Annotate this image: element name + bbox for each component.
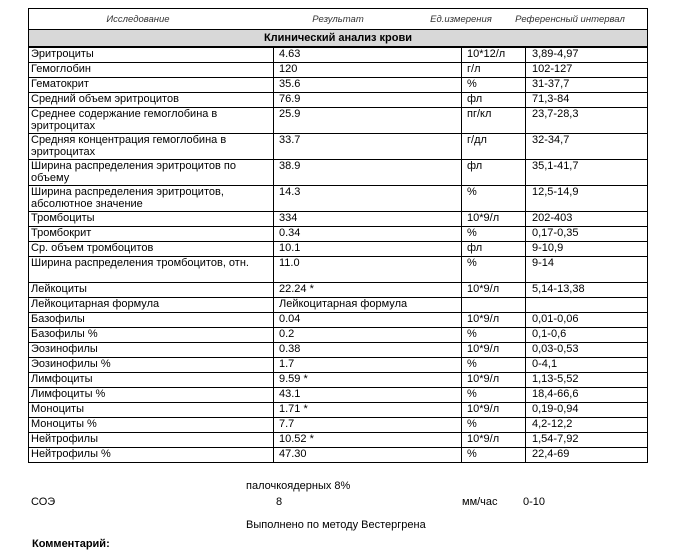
test-ref: 4,2-12,2 <box>526 418 648 433</box>
test-unit: % <box>462 227 526 242</box>
test-ref: 202-403 <box>526 212 648 227</box>
test-name: Ширина распределения эритроцитов по объему <box>29 160 274 186</box>
test-unit: % <box>462 328 526 343</box>
test-ref: 18,4-66,6 <box>526 388 648 403</box>
test-unit: % <box>462 388 526 403</box>
test-ref: 32-34,7 <box>526 134 648 160</box>
test-unit: фл <box>462 160 526 186</box>
test-ref: 102-127 <box>526 63 648 78</box>
test-result: 38.9 <box>274 160 462 186</box>
test-name: Ср. объем тромбоцитов <box>29 242 274 257</box>
table-row <box>29 388 647 403</box>
test-ref: 12,5-14,9 <box>526 186 648 212</box>
table-row <box>29 403 647 418</box>
table-row <box>29 328 647 343</box>
test-name: Лейкоцитарная формула <box>29 298 274 313</box>
test-result: 120 <box>274 63 462 78</box>
test-ref: 1,13-5,52 <box>526 373 648 388</box>
table-row <box>29 257 647 283</box>
soe-ref: 0-10 <box>523 496 546 508</box>
test-unit: % <box>462 257 526 283</box>
test-result: 1.71 * <box>274 403 462 418</box>
test-result: 0.38 <box>274 343 462 358</box>
test-name: Ширина распределения эритроцитов, абсолютное значение <box>29 186 274 212</box>
test-unit: 10*9/л <box>462 283 526 298</box>
test-name: Среднее содержание гемоглобина в эритроцитах <box>29 108 274 134</box>
test-name: Нейтрофилы % <box>29 448 274 463</box>
test-result: 22.24 * <box>274 283 462 298</box>
test-unit: фл <box>462 242 526 257</box>
test-unit: пг/кл <box>462 108 526 134</box>
test-name: Тромбокрит <box>29 227 274 242</box>
test-ref: 5,14-13,38 <box>526 283 648 298</box>
test-unit: % <box>462 186 526 212</box>
test-unit: % <box>462 448 526 463</box>
test-result: 334 <box>274 212 462 227</box>
table-row <box>29 418 647 433</box>
header-ref: Референсный интервал <box>515 13 625 25</box>
soe-unit: мм/час <box>462 496 498 508</box>
method-note: Выполнено по методу Вестергрена <box>246 519 426 531</box>
test-ref: 71,3-84 <box>526 93 648 108</box>
test-result: 11.0 <box>274 257 462 283</box>
test-unit: % <box>462 358 526 373</box>
test-name: Моноциты <box>29 403 274 418</box>
table-header <box>29 8 647 29</box>
table-row <box>29 373 647 388</box>
table-row <box>29 358 647 373</box>
test-ref: 9-14 <box>526 257 648 283</box>
table-row <box>29 48 647 63</box>
test-unit: % <box>462 78 526 93</box>
test-ref: 23,7-28,3 <box>526 108 648 134</box>
table-row <box>29 186 647 212</box>
test-name: Лимфоциты % <box>29 388 274 403</box>
test-name: Базофилы % <box>29 328 274 343</box>
test-unit: 10*9/л <box>462 433 526 448</box>
test-result: 1.7 <box>274 358 462 373</box>
test-name: Эритроциты <box>29 48 274 63</box>
header-test: Исследование <box>106 13 170 25</box>
table-row <box>29 212 647 227</box>
test-name: Тромбоциты <box>29 212 274 227</box>
test-name: Гематокрит <box>29 78 274 93</box>
test-unit: г/л <box>462 63 526 78</box>
test-ref: 0,19-0,94 <box>526 403 648 418</box>
test-name: Средняя концентрация гемоглобина в эритроцитах <box>29 134 274 160</box>
table-row <box>29 313 647 328</box>
test-name: Средний объем эритроцитов <box>29 93 274 108</box>
lab-report <box>28 8 648 463</box>
table-row <box>29 298 647 313</box>
table-row <box>29 160 647 186</box>
table-row <box>29 108 647 134</box>
test-ref: 0,17-0,35 <box>526 227 648 242</box>
results-table <box>29 47 647 463</box>
test-unit: 10*9/л <box>462 313 526 328</box>
test-result: 25.9 <box>274 108 462 134</box>
test-name: Моноциты % <box>29 418 274 433</box>
test-result: 7.7 <box>274 418 462 433</box>
test-result: 76.9 <box>274 93 462 108</box>
test-ref: 35,1-41,7 <box>526 160 648 186</box>
table-row <box>29 134 647 160</box>
test-name: Базофилы <box>29 313 274 328</box>
test-unit: 10*9/л <box>462 343 526 358</box>
comment-label: Комментарий: <box>32 538 110 550</box>
test-ref: 0,01-0,06 <box>526 313 648 328</box>
test-ref: 0,03-0,53 <box>526 343 648 358</box>
table-row <box>29 242 647 257</box>
table-row <box>29 343 647 358</box>
test-name: Эозинофилы <box>29 343 274 358</box>
table-row <box>29 63 647 78</box>
test-ref: 1,54-7,92 <box>526 433 648 448</box>
test-ref: 3,89-4,97 <box>526 48 648 63</box>
test-result: Лейкоцитарная формула <box>274 298 462 313</box>
test-ref: 0,1-0,6 <box>526 328 648 343</box>
band-note: палочкоядерных 8% <box>246 480 351 492</box>
test-unit: 10*9/л <box>462 373 526 388</box>
test-result: 43.1 <box>274 388 462 403</box>
test-result: 14.3 <box>274 186 462 212</box>
test-unit: г/дл <box>462 134 526 160</box>
header-result: Результат <box>312 13 364 25</box>
section-title: Клинический анализ крови <box>29 29 647 47</box>
test-name: Эозинофилы % <box>29 358 274 373</box>
test-ref: 31-37,7 <box>526 78 648 93</box>
test-ref: 22,4-69 <box>526 448 648 463</box>
table-row <box>29 433 647 448</box>
test-unit: 10*12/л <box>462 48 526 63</box>
test-ref <box>526 298 648 313</box>
test-name: Лимфоциты <box>29 373 274 388</box>
table-row <box>29 93 647 108</box>
test-result: 33.7 <box>274 134 462 160</box>
table-row <box>29 283 647 298</box>
test-ref: 9-10,9 <box>526 242 648 257</box>
table-row <box>29 448 647 463</box>
test-name: Лейкоциты <box>29 283 274 298</box>
test-name: Ширина распределения тромбоцитов, отн. <box>29 257 274 283</box>
test-ref: 0-4,1 <box>526 358 648 373</box>
table-row <box>29 227 647 242</box>
test-unit: % <box>462 418 526 433</box>
test-result: 35.6 <box>274 78 462 93</box>
test-result: 4.63 <box>274 48 462 63</box>
test-result: 0.2 <box>274 328 462 343</box>
header-unit: Ед.измерения <box>430 13 492 25</box>
test-result: 0.04 <box>274 313 462 328</box>
table-row <box>29 78 647 93</box>
test-result: 9.59 * <box>274 373 462 388</box>
test-result: 10.1 <box>274 242 462 257</box>
test-unit <box>462 298 526 313</box>
test-unit: 10*9/л <box>462 212 526 227</box>
soe-result: 8 <box>276 496 283 508</box>
test-unit: фл <box>462 93 526 108</box>
test-result: 47.30 <box>274 448 462 463</box>
test-name: Гемоглобин <box>29 63 274 78</box>
test-result: 0.34 <box>274 227 462 242</box>
soe-name: СОЭ <box>31 496 56 508</box>
test-name: Нейтрофилы <box>29 433 274 448</box>
test-unit: 10*9/л <box>462 403 526 418</box>
test-result: 10.52 * <box>274 433 462 448</box>
